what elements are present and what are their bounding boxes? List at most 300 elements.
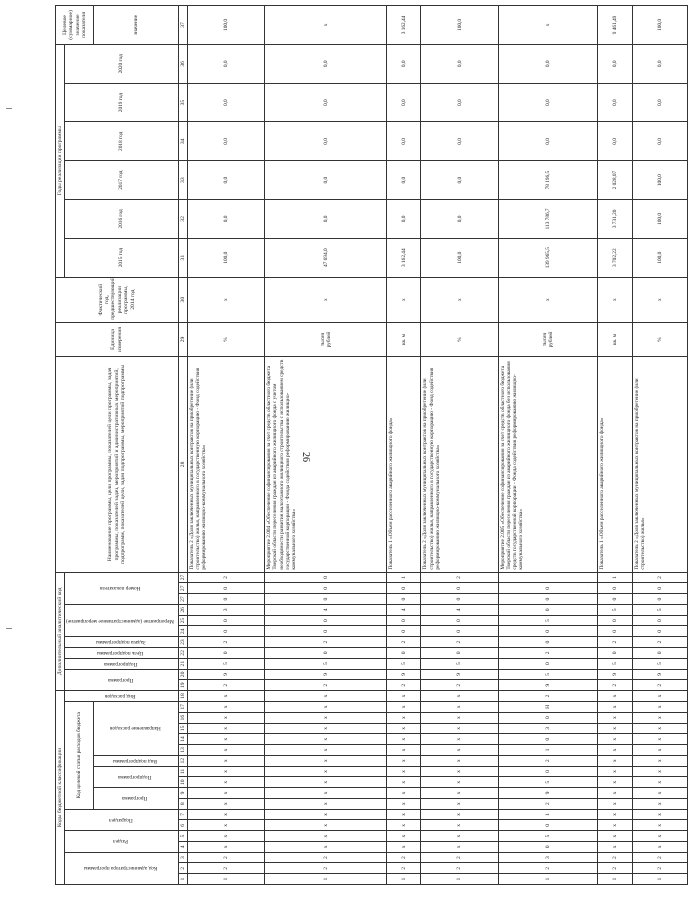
code-cell: х — [598, 831, 632, 842]
years-header: Годы реализации программы — [56, 44, 65, 277]
code-cell: х — [632, 788, 687, 799]
final-value-cell: х — [265, 6, 387, 45]
base-value-cell: х — [598, 277, 632, 322]
program-table — [55, 5, 688, 885]
code-cell: 0 — [598, 626, 632, 637]
unit-cell: кв. м — [598, 322, 632, 356]
code-cell: 2 — [632, 863, 687, 874]
code-cell: 0 — [265, 615, 387, 626]
code-cell: 0 — [421, 583, 498, 594]
code-cell — [498, 572, 598, 583]
code-cell: 0 — [421, 615, 498, 626]
code-cell: х — [421, 712, 498, 723]
code-cell: 2 — [187, 572, 264, 583]
year-2015-cell: 3 702,22 — [598, 238, 632, 277]
code-cell: х — [187, 798, 264, 809]
code-cell: х — [598, 777, 632, 788]
unit-cell: тысяч рублей — [498, 322, 598, 356]
column-number: 23 — [178, 637, 187, 648]
code-cell: 0 — [598, 594, 632, 605]
code-cell: 2 — [187, 852, 264, 863]
code-cell: х — [187, 734, 264, 745]
code-cell: х — [421, 798, 498, 809]
code-cell: х — [265, 788, 387, 799]
code-cell: х — [421, 723, 498, 734]
code-cell: 0 — [598, 615, 632, 626]
an-event-header: Мероприятие (административное мероприятие) — [65, 604, 178, 636]
column-number: 6 — [178, 820, 187, 831]
year-2018-cell: 0,0 — [598, 122, 632, 161]
code-cell: х — [632, 745, 687, 756]
code-cell: х — [421, 820, 498, 831]
column-number: 16 — [178, 712, 187, 723]
code-cell: х — [387, 701, 421, 712]
code-cell: х — [632, 820, 687, 831]
year-2020-cell: 0,0 — [265, 44, 387, 83]
column-number: 26 — [178, 604, 187, 615]
code-cell: 1 — [387, 874, 421, 885]
code-cell: 2 — [598, 637, 632, 648]
column-number: 15 — [178, 723, 187, 734]
code-cell: 1 — [387, 572, 421, 583]
code-cell: 0 — [187, 615, 264, 626]
column-number: 14 — [178, 734, 187, 745]
code-cell: х — [598, 723, 632, 734]
code-cell: х — [421, 734, 498, 745]
code-cell: Н — [498, 701, 598, 712]
year-2018-cell: 0,0 — [498, 122, 598, 161]
code-cell: х — [387, 712, 421, 723]
code-cell: 2 — [498, 648, 598, 659]
year-2018-cell: 0,0 — [265, 122, 387, 161]
code-cell: 2 — [598, 852, 632, 863]
code-cell: х — [387, 788, 421, 799]
an-indicator-number-header: Номер показателя — [65, 572, 178, 604]
code-cell: 5 — [421, 658, 498, 669]
column-number: 13 — [178, 745, 187, 756]
final-value-cell: 100,0 — [421, 6, 498, 45]
code-cell: х — [387, 777, 421, 788]
code-cell: х — [387, 755, 421, 766]
code-cell: х — [598, 755, 632, 766]
year-2016-header: 2016 год — [65, 200, 178, 239]
code-cell: х — [265, 755, 387, 766]
column-number: 34 — [178, 122, 187, 161]
code-cell: 0 — [387, 583, 421, 594]
code-cell: х — [187, 831, 264, 842]
code-cell: 1 — [632, 874, 687, 885]
name-cell: Показатель 2 «Доля заключенных муниципальных контрактов на приобретение (или строительство) жилья» — [632, 357, 687, 572]
code-cell: 2 — [421, 852, 498, 863]
year-2018-cell: 0,0 — [632, 122, 687, 161]
code-cell: 0 — [387, 626, 421, 637]
code-cell: 2 — [187, 863, 264, 874]
budget-classification-header: Коды бюджетной классификации — [56, 691, 65, 885]
code-cell: 5 — [387, 658, 421, 669]
code-cell: х — [598, 734, 632, 745]
code-cell: х — [187, 841, 264, 852]
final-value-cell: 3 162,44 — [387, 6, 421, 45]
table-row — [387, 6, 421, 885]
unit-cell: кв. м — [387, 322, 421, 356]
year-2015-header: 2015 год — [65, 238, 178, 277]
year-2017-cell: 0,0 — [187, 161, 264, 200]
code-cell: х — [265, 723, 387, 734]
year-2015-cell: 139 965,5 — [498, 238, 598, 277]
code-cell: х — [632, 734, 687, 745]
code-cell: 0 — [387, 594, 421, 605]
year-2016-cell: 0,0 — [187, 200, 264, 239]
code-cell: 0 — [598, 648, 632, 659]
code-cell: х — [632, 723, 687, 734]
table-row — [421, 6, 498, 885]
code-cell: х — [387, 691, 421, 702]
year-2020-cell: 0,0 — [421, 44, 498, 83]
code-cell: 5 — [598, 658, 632, 669]
scan-mark — [6, 108, 12, 109]
year-2019-cell: 0,0 — [187, 83, 264, 122]
code-cell: х — [632, 798, 687, 809]
subsection-header: Подраздел — [65, 809, 178, 831]
code-cell: х — [598, 841, 632, 852]
table-row — [265, 6, 387, 885]
year-2015-cell: 100,0 — [632, 238, 687, 277]
code-cell: х — [421, 841, 498, 852]
code-cell: х — [421, 766, 498, 777]
column-number-row — [178, 6, 187, 885]
code-cell: 1 — [498, 745, 598, 756]
unit-cell: тысяч рублей — [265, 322, 387, 356]
column-number: 12 — [178, 755, 187, 766]
code-cell: 2 — [387, 637, 421, 648]
code-cell: 2 — [387, 680, 421, 691]
column-number: 19 — [178, 680, 187, 691]
code-cell: 1 — [421, 874, 498, 885]
final-value-cell: 100,0 — [632, 6, 687, 45]
code-cell: х — [187, 701, 264, 712]
column-number: 24 — [178, 626, 187, 637]
code-cell: 1 — [598, 572, 632, 583]
code-cell: 0 — [498, 820, 598, 831]
code-cell: 2 — [498, 863, 598, 874]
code-cell: х — [632, 701, 687, 712]
column-number: 11 — [178, 766, 187, 777]
name-header: Наименование программы, цели программы, показателей цели программы, задач программы, показателей задач, мероприятий и административных мероприятий, подпрограмм, показателей цели, задач подпрограммы, мероприятий подпрограммы — [56, 357, 179, 572]
final-value-cell: 100,0 — [187, 6, 264, 45]
column-number: 29 — [178, 322, 187, 356]
code-cell: 5 — [598, 604, 632, 615]
year-2017-cell: 0,0 — [421, 161, 498, 200]
code-cell: 2 — [632, 852, 687, 863]
column-number: 35 — [178, 83, 187, 122]
column-number: 2 — [178, 863, 187, 874]
year-2020-header: 2020 год — [65, 44, 178, 83]
year-2017-cell: 2 028,07 — [598, 161, 632, 200]
column-number: 20 — [178, 669, 187, 680]
code-cell: х — [387, 841, 421, 852]
code-cell: 1 — [498, 874, 598, 885]
tgt-program-header: Программа — [94, 788, 178, 810]
code-cell: 2 — [187, 637, 264, 648]
admin-code-header: Код администратора программы — [65, 852, 178, 884]
table-row — [187, 6, 264, 885]
code-cell: х — [265, 809, 387, 820]
code-cell: 0 — [187, 594, 264, 605]
code-cell: 4 — [421, 604, 498, 615]
rotated-table-sheet — [55, 5, 663, 885]
code-cell: 9 — [598, 669, 632, 680]
code-cell: 0 — [387, 648, 421, 659]
code-cell: х — [387, 723, 421, 734]
column-number: 9 — [178, 788, 187, 799]
code-cell: х — [632, 809, 687, 820]
table-row — [598, 6, 632, 885]
unit-cell: % — [421, 322, 498, 356]
code-cell: 2 — [421, 863, 498, 874]
code-cell: 9 — [187, 669, 264, 680]
unit-cell: % — [632, 322, 687, 356]
code-cell: х — [187, 777, 264, 788]
code-cell: х — [598, 820, 632, 831]
code-cell: 0 — [632, 594, 687, 605]
code-cell: х — [421, 755, 498, 766]
column-number: 36 — [178, 44, 187, 83]
code-cell: 2 — [421, 680, 498, 691]
code-cell: х — [598, 788, 632, 799]
tgt-subprogram-header: Подпрограмма — [94, 766, 178, 788]
code-cell: х — [187, 691, 264, 702]
section-header: Раздел — [65, 831, 178, 853]
year-2017-header: 2017 год — [65, 161, 178, 200]
column-number: 22 — [178, 648, 187, 659]
code-cell: 9 — [632, 669, 687, 680]
column-number: 1 — [178, 874, 187, 885]
column-number: 31 — [178, 238, 187, 277]
code-cell: 3 — [187, 604, 264, 615]
code-cell: х — [421, 809, 498, 820]
code-cell: 2 — [265, 637, 387, 648]
code-cell: 0 — [498, 583, 598, 594]
base-value-header: Фактический год, предшествующий реализации программы, 2014 год — [56, 277, 179, 322]
an-subprogram-header: Подпрограмма — [65, 658, 178, 669]
code-cell: 0 — [265, 626, 387, 637]
code-cell: х — [387, 831, 421, 842]
code-cell: х — [187, 766, 264, 777]
code-cell: 5 — [498, 669, 598, 680]
code-cell: х — [265, 820, 387, 831]
column-number: 25 — [178, 615, 187, 626]
year-2016-cell: 0,0 — [265, 200, 387, 239]
code-cell: х — [265, 831, 387, 842]
final-value-group-header: Целевое (суммарное) значение показателя — [56, 6, 94, 45]
year-2018-cell: 0,0 — [421, 122, 498, 161]
year-2019-cell: 0,0 — [265, 83, 387, 122]
base-value-cell: х — [421, 277, 498, 322]
base-value-cell: х — [387, 277, 421, 322]
code-cell: 5 — [498, 831, 598, 842]
code-cell: 5 — [265, 658, 387, 669]
year-2018-header: 2018 год — [65, 122, 178, 161]
column-number: 4 — [178, 841, 187, 852]
code-cell: х — [598, 691, 632, 702]
code-cell: 2 — [498, 755, 598, 766]
code-cell: 5 — [498, 615, 598, 626]
code-cell: х — [632, 777, 687, 788]
code-cell: 0 — [187, 626, 264, 637]
base-value-cell: х — [187, 277, 264, 322]
code-cell: 2 — [632, 572, 687, 583]
tgt-direction-header: Направление расходов — [94, 701, 178, 755]
column-number: 27 — [178, 594, 187, 605]
year-2017-cell: 0,0 — [265, 161, 387, 200]
code-cell: х — [598, 766, 632, 777]
final-value-cell: х — [498, 6, 598, 45]
code-cell: 0 — [498, 637, 598, 648]
code-cell: х — [387, 798, 421, 809]
base-value-cell: х — [265, 277, 387, 322]
year-2019-cell: 0,0 — [421, 83, 498, 122]
base-value-cell: х — [498, 277, 598, 322]
code-cell: х — [421, 701, 498, 712]
year-2019-cell: 0,0 — [387, 83, 421, 122]
column-number: 33 — [178, 161, 187, 200]
column-number: 5 — [178, 831, 187, 842]
name-cell: Показатель 2 «Доля заключенных муниципальных контрактов на приобретение (или строительство) жилья, направленного в государственную корпорацию - Фонд содействия реформированию жилищно-коммунального хозяйства» — [421, 357, 498, 572]
code-cell: х — [598, 809, 632, 820]
an-task-header: Задача подпрограммы — [65, 637, 178, 648]
code-cell: 5 — [632, 658, 687, 669]
code-cell: х — [387, 745, 421, 756]
code-cell: х — [387, 809, 421, 820]
code-cell: 2 — [598, 863, 632, 874]
code-cell: 0 — [421, 648, 498, 659]
year-2015-cell: 100,0 — [187, 238, 264, 277]
name-cell: Показатель 2 «Доля заключенных муниципальных контрактов на приобретение (или строительство) жилья, направленного в государственную корпорацию - Фонд содействия реформированию жилищно-коммунального хозяйства» — [187, 357, 264, 572]
column-number: 21 — [178, 658, 187, 669]
code-cell: х — [421, 788, 498, 799]
code-cell: 9 — [498, 788, 598, 799]
table-body — [187, 6, 687, 885]
code-cell: х — [265, 701, 387, 712]
code-cell: 2 — [632, 680, 687, 691]
code-cell: 0 — [187, 583, 264, 594]
column-number: 18 — [178, 691, 187, 702]
code-cell: 2 — [265, 680, 387, 691]
code-cell: х — [421, 777, 498, 788]
code-cell: 0 — [498, 841, 598, 852]
final-value-cell: 9 461,49 — [598, 6, 632, 45]
year-2019-cell: 0,0 — [632, 83, 687, 122]
code-cell: х — [598, 798, 632, 809]
code-cell: 0 — [498, 594, 598, 605]
final-value-header: значение — [94, 6, 178, 45]
page-number: 26 — [300, 452, 311, 462]
code-cell: 2 — [421, 572, 498, 583]
year-2015-cell: 3 162,44 — [387, 238, 421, 277]
tgt-event-type-header: Вид подпрограммы — [94, 755, 178, 766]
code-cell: 0 — [387, 615, 421, 626]
code-cell: 1 — [187, 874, 264, 885]
year-2016-cell: 100,0 — [632, 200, 687, 239]
column-number: 10 — [178, 777, 187, 788]
name-cell: Показатель 1 «Объем расселенного аварийного жилищного фонда» — [598, 357, 632, 572]
code-cell: 0 — [265, 594, 387, 605]
year-2015-cell: 47 694,0 — [265, 238, 387, 277]
unit-header: Единица измерения — [56, 322, 179, 356]
base-value-cell: х — [632, 277, 687, 322]
year-2019-header: 2019 год — [65, 83, 178, 122]
code-cell: 0 — [598, 583, 632, 594]
code-cell: 0 — [265, 583, 387, 594]
code-cell: х — [632, 831, 687, 842]
table-row — [498, 6, 598, 885]
name-cell: Мероприятие 2.004 «Обеспечение софинансирования за счет средств областного бюджета Тверской области переселения граждан из аварийного жилищного фонда с учетом необходимости развития малоэтажного жилищного строительства с использованием средств государственной корпорации - Фонда содействия реформированию жилищно-коммунального хозяйства» — [265, 357, 387, 572]
code-cell: х — [387, 734, 421, 745]
unit-cell: % — [187, 322, 264, 356]
code-cell: 2 — [498, 798, 598, 809]
code-cell: 2 — [598, 680, 632, 691]
column-number: 7 — [178, 809, 187, 820]
column-number: 27 — [178, 583, 187, 594]
code-cell: х — [632, 691, 687, 702]
year-2016-cell: 0,0 — [387, 200, 421, 239]
column-number: 30 — [178, 277, 187, 322]
year-2020-cell: 0,0 — [498, 44, 598, 83]
code-cell: 3 — [498, 852, 598, 863]
code-cell: х — [187, 755, 264, 766]
code-cell: 9 — [421, 669, 498, 680]
year-2016-cell: 3 731,20 — [598, 200, 632, 239]
code-cell: 2 — [387, 852, 421, 863]
column-number: 37 — [178, 6, 187, 45]
column-number: 27 — [178, 572, 187, 583]
code-cell: х — [632, 712, 687, 723]
code-cell: 4 — [265, 604, 387, 615]
code-cell: х — [421, 691, 498, 702]
code-cell: х — [598, 701, 632, 712]
an-goal-header: Цель подпрограммы — [65, 648, 178, 659]
code-cell: х — [387, 766, 421, 777]
year-2017-cell: 100,0 — [632, 161, 687, 200]
code-cell: х — [632, 755, 687, 766]
code-cell: 0 — [498, 766, 598, 777]
code-cell: 0 — [265, 648, 387, 659]
code-cell: 0 — [498, 712, 598, 723]
year-2020-cell: 0,0 — [598, 44, 632, 83]
code-cell: 0 — [498, 734, 598, 745]
year-2018-cell: 0,0 — [387, 122, 421, 161]
code-cell: х — [265, 734, 387, 745]
year-2019-cell: 0,0 — [598, 83, 632, 122]
year-2017-cell: 78 196,5 — [498, 161, 598, 200]
code-cell: 9 — [387, 669, 421, 680]
code-cell: 9 — [498, 680, 598, 691]
name-cell: Мероприятие 2.005 «Обеспечение софинансирования за счет средств областного бюджета Тверской области переселения граждан из аварийного жилищного фонда без использования средств государственной корпорации - Фонда содействия реформированию жилищно-коммунального хозяйства» — [498, 357, 598, 572]
code-cell: х — [265, 745, 387, 756]
code-cell: 2 — [421, 637, 498, 648]
year-2019-cell: 0,0 — [498, 83, 598, 122]
year-2016-cell: 0,0 — [421, 200, 498, 239]
year-2016-cell: 113 786,7 — [498, 200, 598, 239]
code-cell: 3 — [498, 723, 598, 734]
code-cell: 2 — [387, 863, 421, 874]
code-cell: х — [598, 745, 632, 756]
code-cell: 0 — [498, 626, 598, 637]
code-cell: х — [187, 820, 264, 831]
column-number: 17 — [178, 701, 187, 712]
code-cell: х — [421, 745, 498, 756]
code-cell: х — [598, 712, 632, 723]
